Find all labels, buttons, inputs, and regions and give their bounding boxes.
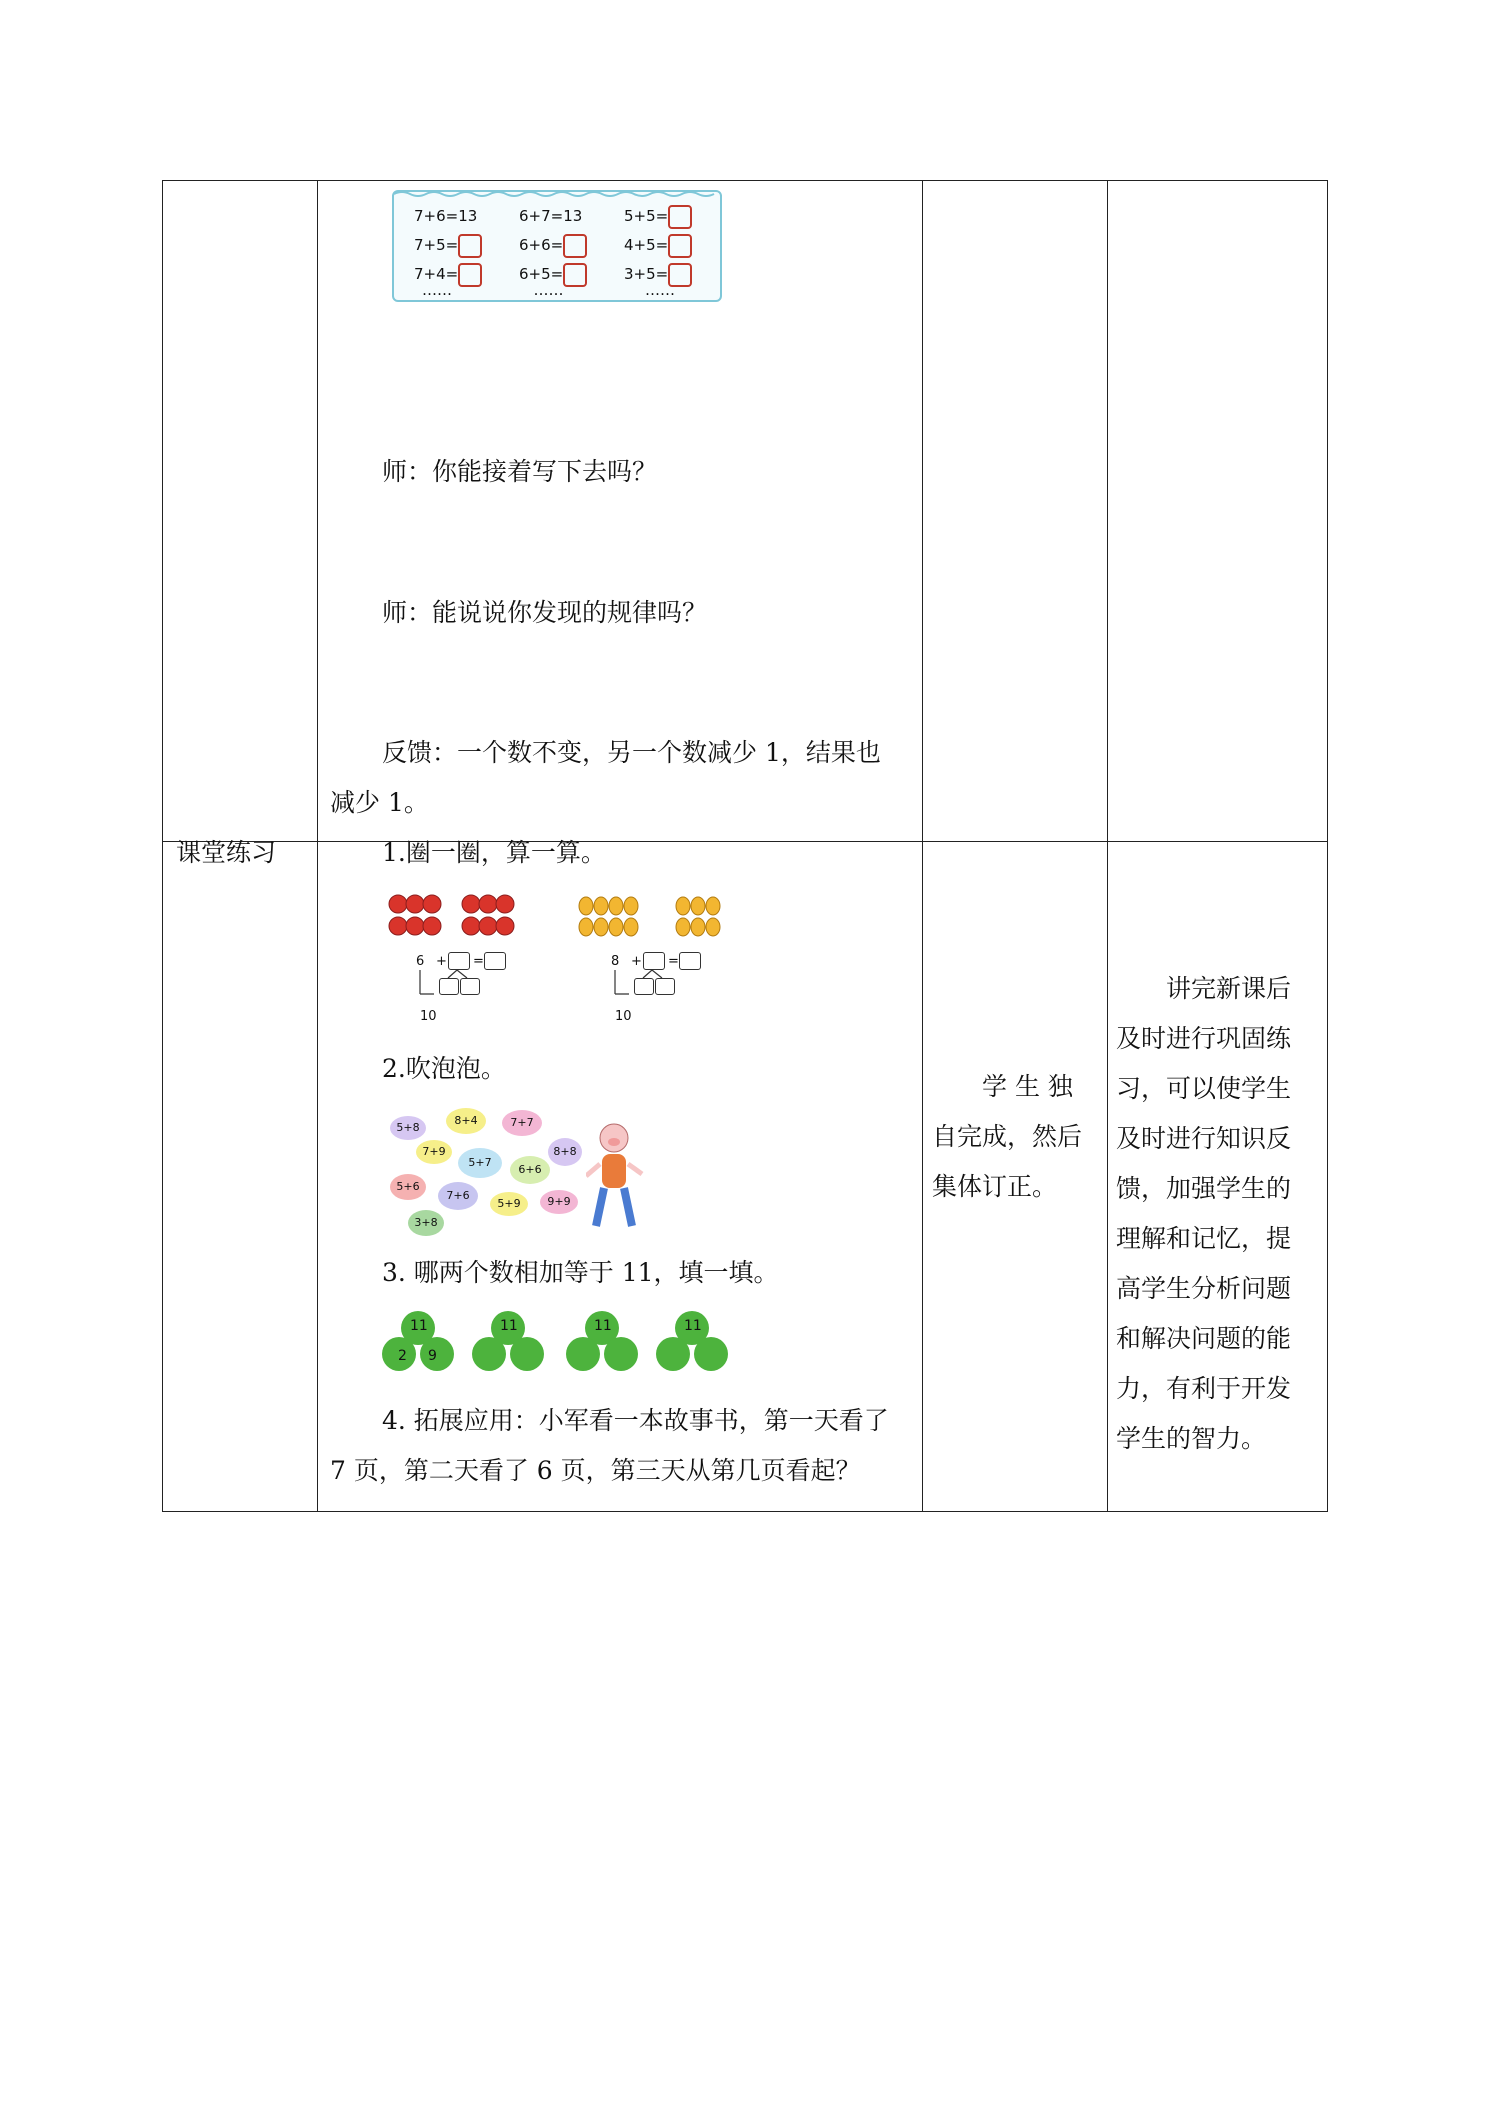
dots: …… [533, 281, 564, 299]
bubble: 6+6 [510, 1156, 550, 1184]
bubble: 8+4 [446, 1108, 486, 1134]
blank-box [655, 978, 675, 995]
teacher-question-1: 师：你能接着写下去吗？ [382, 457, 658, 486]
equation-card [392, 190, 722, 302]
design-intent-line: 和解决问题的能 [1116, 1324, 1292, 1353]
decomposition-left [412, 952, 532, 1032]
clover [470, 1310, 546, 1384]
feedback-line-1: 反馈：一个数不变，另一个数减少 1，结果也 [382, 738, 881, 767]
bubble: 5+9 [490, 1192, 528, 1216]
student-activity-line-3: 集体订正。 [932, 1172, 1058, 1201]
clover-top: 11 [410, 1318, 428, 1334]
bubble: 3+8 [408, 1210, 444, 1236]
fruit-illustration [388, 892, 728, 942]
col-divider-2 [922, 181, 923, 1511]
first-addend: 6 [416, 954, 425, 969]
design-intent-line: 力，有利于开发 [1116, 1374, 1292, 1403]
design-intent-line: 讲完新课后 [1166, 974, 1292, 1003]
design-intent-line: 馈，加强学生的 [1116, 1174, 1292, 1203]
feedback-line-2: 减少 1。 [330, 788, 429, 817]
clover-top: 11 [594, 1318, 612, 1334]
bubble: 8+8 [548, 1138, 582, 1166]
row-divider [163, 841, 1327, 842]
equal-sign: = [668, 954, 679, 969]
col-divider-1 [317, 181, 318, 1511]
eq-r1c3: 5+5= [624, 207, 669, 225]
eq-r3c3: 3+5= [624, 265, 669, 283]
bubble-group [386, 1106, 646, 1238]
exercise-2-title: 2.吹泡泡。 [382, 1054, 506, 1083]
clover-top: 11 [684, 1318, 702, 1334]
equal-sign: = [473, 954, 484, 969]
eq-r1c2: 6+7=13 [519, 207, 583, 225]
exercise-4-line-2: 7 页，第二天看了 6 页，第三天从第几页看起？ [330, 1456, 861, 1485]
blank-box [439, 978, 459, 995]
design-intent-line: 及时进行知识反 [1116, 1124, 1292, 1153]
section-label: 课堂练习 [176, 838, 277, 867]
answer-box [668, 205, 692, 229]
clover-top: 11 [500, 1318, 518, 1334]
design-intent-line: 习，可以使学生 [1116, 1074, 1292, 1103]
bubble: 5+6 [390, 1174, 426, 1200]
plus-sign: + [436, 954, 447, 969]
student-activity-line-2: 自完成，然后 [932, 1122, 1083, 1151]
plus-sign: + [631, 954, 642, 969]
blank-box [679, 952, 701, 970]
design-intent-line: 及时进行巩固练 [1116, 1024, 1292, 1053]
eq-r3c2: 6+5= [519, 265, 564, 283]
clover-row [380, 1310, 740, 1384]
answer-box [563, 234, 587, 258]
eq-r2c3: 4+5= [624, 236, 669, 254]
col-divider-3 [1107, 181, 1108, 1511]
answer-box [458, 263, 482, 287]
exercise-4-line-1: 4. 拓展应用：小军看一本故事书，第一天看了 [382, 1406, 889, 1435]
exercise-3-title: 3. 哪两个数相加等于 11，填一填。 [382, 1258, 779, 1287]
blank-box [460, 978, 480, 995]
bubble: 5+7 [458, 1148, 502, 1178]
dots: …… [645, 281, 675, 299]
bubble: 7+6 [438, 1182, 478, 1210]
dots: …… [422, 281, 452, 299]
exercise-1-title: 1.圈一圈，算一算。 [382, 838, 606, 867]
clover [564, 1310, 640, 1384]
answer-box [668, 234, 692, 258]
eq-r3c1: 7+4= [414, 265, 459, 283]
design-intent-line: 学生的智力。 [1116, 1424, 1267, 1453]
eq-r1c1: 7+6=13 [414, 207, 478, 225]
decomposition-right [607, 952, 727, 1032]
bubble: 9+9 [540, 1190, 578, 1214]
blank-box [643, 952, 665, 970]
design-intent-line: 理解和记忆，提 [1116, 1224, 1292, 1253]
blank-box [634, 978, 654, 995]
eq-r2c2: 6+6= [519, 236, 564, 254]
answer-box [458, 234, 482, 258]
ten-label: 10 [420, 1009, 437, 1024]
eq-r2c1: 7+5= [414, 236, 459, 254]
blank-box [448, 952, 470, 970]
bubble: 5+8 [390, 1116, 426, 1140]
blank-box [484, 952, 506, 970]
clover [654, 1310, 730, 1384]
student-activity-line-1: 学 生 独 [982, 1072, 1073, 1101]
design-intent [1116, 964, 1316, 1464]
first-addend: 8 [611, 954, 620, 969]
pig-character-icon [586, 1116, 646, 1236]
answer-box [563, 263, 587, 287]
bubble: 7+9 [416, 1140, 452, 1164]
teacher-question-2: 师：能说说你发现的规律吗？ [382, 598, 708, 627]
ten-label: 10 [615, 1009, 632, 1024]
clover [380, 1310, 456, 1384]
clover-right: 9 [428, 1348, 437, 1364]
clover-left: 2 [398, 1348, 407, 1364]
bubble: 7+7 [502, 1110, 542, 1136]
design-intent-line: 高学生分析问题 [1116, 1274, 1292, 1303]
